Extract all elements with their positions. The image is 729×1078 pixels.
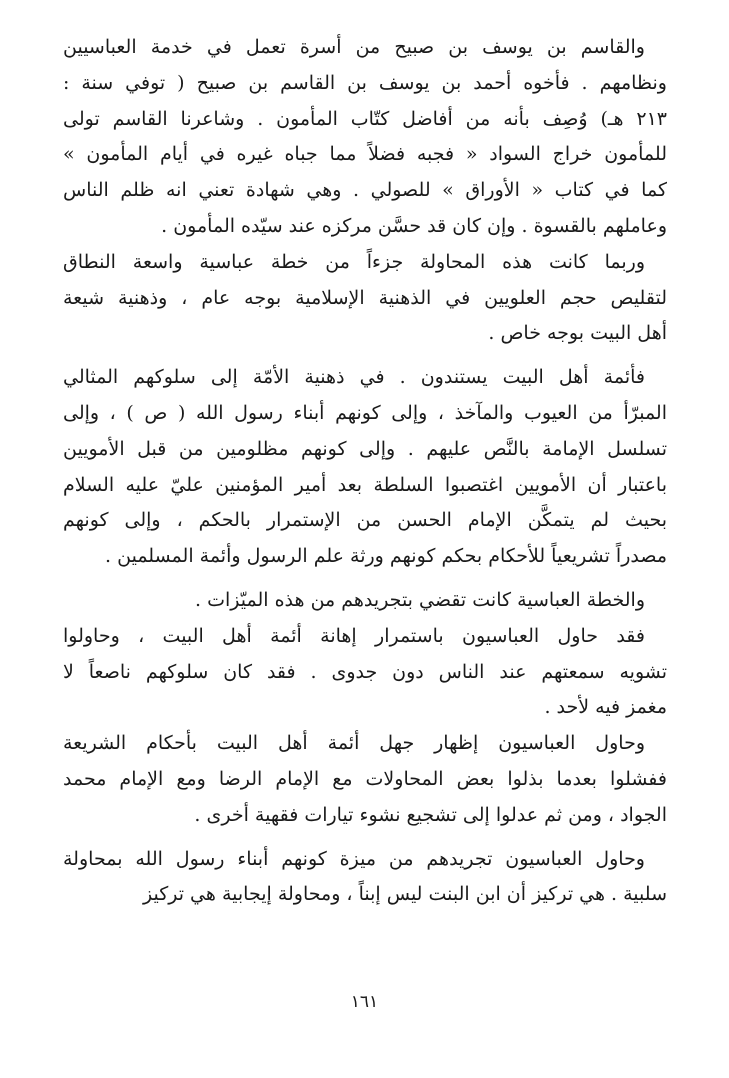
text-line: بحيث لم يتمكَّن الإمام الحسن من الإستمرار بالحكم ، وإلى كونهم: [63, 509, 667, 532]
text-line: سلبية . هي تركيز أن ابن البنت ليس إبناً ، ومحاولة إيجابية هي تركيز: [142, 883, 667, 906]
text-line: ففشلوا بعدما بذلوا بعض المحاولات مع الإمام الرضا ومع الإمام محمد: [63, 767, 667, 790]
text-line: للمأمون خراج السواد « فجبه فضلاً مما جباه غيره في أيام المأمون »: [63, 143, 667, 166]
paragraph-gap: [63, 834, 667, 842]
paragraph: [63, 726, 667, 833]
text-line: والقاسم بن يوسف بن صبيح من أسرة تعمل في خدمة العباسيين: [63, 36, 645, 58]
text-line: والخطة العباسية كانت تقضي بتجريدهم من هذه الميّزات .: [195, 588, 645, 611]
text-line: أهل البيت بوجه خاص .: [488, 322, 667, 345]
text-line: وربما كانت هذه المحاولة جزءاً من خطة عباسية واسعة النطاق: [63, 250, 645, 273]
text-line: فقد حاول العباسيون باستمرار إهانة أئمة أهل البيت ، وحاولوا: [63, 624, 645, 647]
text-line: ٢١٣ هـ) وُصِف بأنه من أفاضل كتّاب المأمون . وشاعرنا القاسم تولى: [63, 107, 667, 130]
text-line: باعتبار أن الأمويين اغتصبوا السلطة بعد أمير المؤمنين عليّ عليه السلام: [63, 473, 667, 496]
text-line: كما في كتاب « الأوراق » للصولي . وهي شهادة تعني انه ظلم الناس: [63, 179, 667, 202]
paragraph: [63, 842, 667, 914]
page-number: ١٦١: [350, 992, 379, 1012]
text-line: الجواد ، ومن ثم عدلوا إلى تشجيع نشوء تيارات فقهية أخرى .: [194, 803, 667, 826]
text-line: ونظامهم . فأخوه أحمد بن يوسف بن القاسم بن صبيح ( توفي سنة :: [63, 71, 667, 94]
paragraph-gap: [63, 352, 667, 360]
text-line: وعاملهم بالقسوة . وإن كان قد حسَّن مركزه عند سيّده المأمون .: [161, 214, 667, 237]
paragraph: [63, 583, 667, 619]
text-line: لتقليص حجم العلويين في الذهنية الإسلامية بوجه عام ، وذهنية شيعة: [63, 286, 667, 309]
text-line: المبرّأ من العيوب والمآخذ ، وإلى كونهم أبناء رسول الله ( ص ) ، وإلى: [63, 401, 667, 424]
paragraph: [63, 360, 667, 575]
paragraph-gap: [63, 575, 667, 583]
text-line: فأئمة أهل البيت يستندون . في ذهنية الأمّة إلى سلوكهم المثالي: [63, 366, 645, 389]
paragraph: [63, 245, 667, 352]
text-line: مغمز فيه لأحد .: [544, 696, 667, 719]
text-line: مصدراً تشريعياً للأحكام بحكم كونهم ورثة علم الرسول وأئمة المسلمين .: [105, 545, 667, 568]
body-text: [63, 30, 667, 913]
text-line: وحاول العباسيون إظهار جهل أئمة أهل البيت بأحكام الشريعة: [63, 732, 645, 755]
text-line: تشويه سمعتهم عند الناس دون جدوى . فقد كان سلوكهم ناصعاً لا: [63, 660, 667, 683]
paragraph: [63, 30, 667, 245]
paragraph: [63, 619, 667, 726]
text-line: تسلسل الإمامة بالنَّص عليهم . وإلى كونهم مظلومين من قبل الأمويين: [63, 437, 667, 460]
text-line: وحاول العباسيون تجريدهم من ميزة كونهم أبناء رسول الله بمحاولة: [63, 847, 645, 870]
